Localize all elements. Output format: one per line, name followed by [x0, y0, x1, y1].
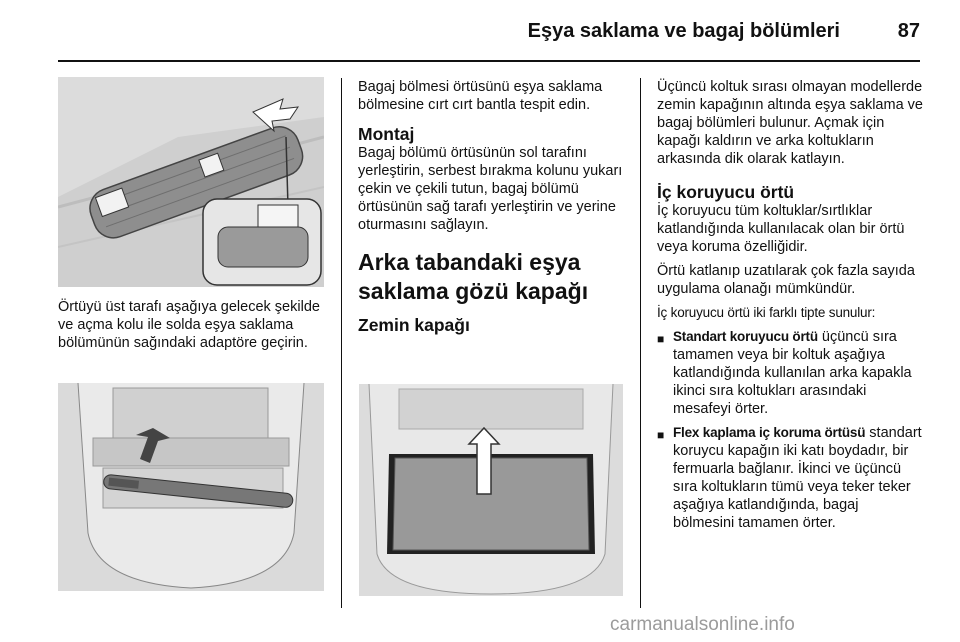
- section-heading: Arka tabandaki eşya saklama gözü kapağı: [358, 249, 589, 304]
- column-divider-1: [341, 78, 342, 608]
- bullet-bold: Flex kaplama iç koruma örtüsü: [673, 425, 866, 440]
- col3-paragraph-1: Üçüncü koltuk sırası olmayan modellerde zemin kapağının altında eşya saklama ve bagaj bölümleri bulunur. Açmak için kapağı kaldırın ve arka koltukların arkasında dik olarak katlayın.: [657, 79, 923, 167]
- page-number: 87: [897, 20, 920, 42]
- header-rule: [58, 60, 920, 62]
- figure-cover-mounting: [58, 77, 324, 287]
- zemin-kapagi-heading: Zemin kapağı: [358, 315, 470, 335]
- montaj-heading: Montaj: [358, 124, 415, 144]
- figure-cover-insertion: [58, 383, 324, 591]
- bullet-text: standart koruycu kapağın iki katı boydadır, bir fermuarla bağlanır. İkinci ve üçüncü sıra koltukların tümü veya teker teker aşağıya katlandığında, bagaj bölmesini tamamen örter.: [673, 425, 922, 531]
- col1-paragraph: Örtüyü üst tarafı aşağıya gelecek şekilde ve açma kolu ile solda eşya saklama bölümünün sağındaki adaptöre geçirin.: [58, 299, 320, 351]
- ic-koruyucu-heading: İç koruyucu örtü: [657, 182, 795, 202]
- ic-paragraph-1: İç koruyucu tüm koltuklar/sırtlıklar katlandığında kullanılacak olan bir örtü veya koruma özelliğidir.: [657, 203, 905, 255]
- watermark: carmanualsonline.info: [610, 614, 795, 635]
- column-divider-2: [640, 78, 641, 608]
- montaj-paragraph: Bagaj bölümü örtüsünün sol tarafını yerleştirin, serbest bırakma kolunu yukarı çekin ve çekili tutun, bagaj bölümü örtüsünün sağ tarafı yerleştirin ve yerine oturmasını sağlayın.: [358, 145, 623, 233]
- figure-floor-cover: [359, 384, 623, 596]
- square-bullet-icon: ■: [657, 428, 665, 442]
- bullet-text: üçüncü sıra tamamen veya bir koltuk aşağıya katlandığında kullanılan arka kapakla ikinci sıra koltukları arasındaki mesafeyi örter.: [673, 329, 912, 417]
- page-header-title: Eşya saklama ve bagaj bölümleri: [527, 20, 840, 42]
- bullet-item: [657, 328, 923, 418]
- square-bullet-icon: ■: [657, 332, 665, 346]
- ic-paragraph-3: İç koruyucu örtü iki farklı tipte sunulur:: [657, 305, 876, 320]
- ic-paragraph-2: Örtü katlanıp uzatılarak çok fazla sayıda uygulama olanağı mümkündür.: [657, 263, 915, 297]
- col2-paragraph-1: Bagaj bölmesi örtüsünü eşya saklama bölmesine cırt cırt bantla tespit edin.: [358, 79, 603, 113]
- bullet-bold: Standart koruyucu örtü: [673, 329, 818, 344]
- bullet-item: [657, 424, 923, 532]
